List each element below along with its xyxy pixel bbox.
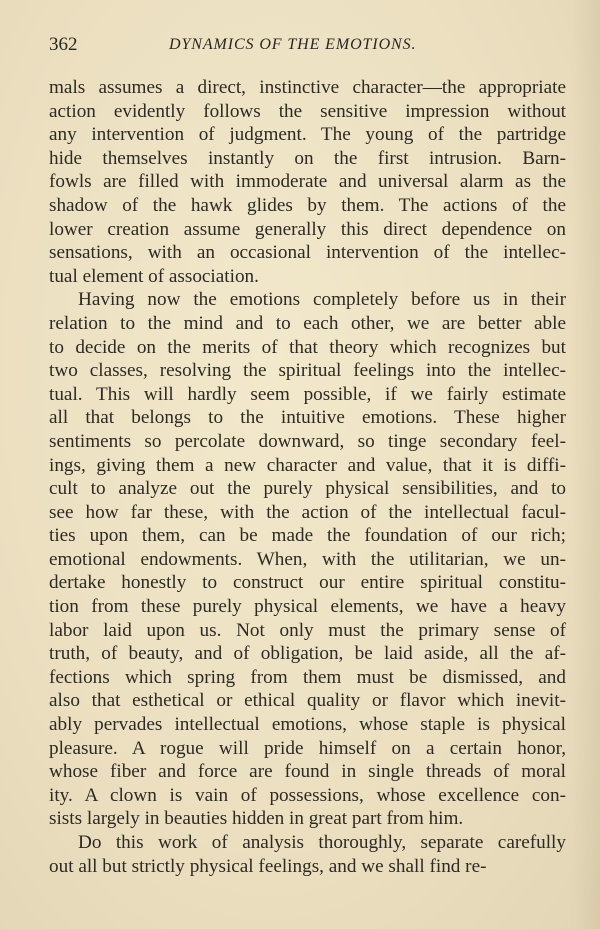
body-text (49, 76, 566, 878)
text-line: out all but strictly physical feelings, and we shall find re- (49, 855, 487, 877)
text-line: tual element of association. (49, 265, 259, 287)
text-line: all that belongs to the intuitive emotions. These higher (49, 407, 566, 429)
text-line: lower creation assume generally this direct dependence on (49, 218, 566, 240)
text-line: to decide on the merits of that theory which recognizes but (49, 336, 566, 358)
paragraph (49, 76, 566, 288)
text-line: tion from these purely physical elements, we have a heavy (49, 596, 566, 618)
page-number: 362 (49, 34, 78, 55)
paragraph (49, 288, 566, 831)
text-line: action evidently follows the sensitive impression without (49, 100, 566, 122)
paragraph (49, 831, 566, 878)
text-line: see how far these, with the action of the intellectual facul- (49, 501, 566, 523)
text-line: sentiments so percolate downward, so tinge secondary feel- (49, 430, 566, 452)
text-line: ings, giving them a new character and value, that it is diffi- (49, 454, 566, 476)
text-line: Having now the emotions completely before us in their (78, 289, 566, 311)
running-title: DYNAMICS OF THE EMOTIONS. (169, 36, 417, 53)
text-line: shadow of the hawk glides by them. The actions of the (49, 194, 566, 216)
text-line: ably pervades intellectual emotions, whose staple is physical (49, 714, 566, 736)
text-line: sists largely in beauties hidden in great part from him. (49, 808, 464, 830)
text-line: whose fiber and force are found in single threads of moral (49, 761, 566, 783)
text-line: also that esthetical or ethical quality or flavor which inevit- (49, 690, 566, 712)
text-line: ties upon them, can be made the foundation of our rich; (49, 525, 566, 547)
text-line: cult to analyze out the purely physical sensibilities, and to (49, 478, 566, 500)
text-line: fowls are filled with immoderate and universal alarm as the (49, 171, 566, 193)
text-line: relation to the mind and to each other, we are better able (49, 312, 566, 334)
text-line: pleasure. A rogue will pride himself on a certain honor, (49, 737, 566, 759)
text-line: sensations, with an occasional intervention of the intellec- (49, 242, 566, 264)
text-line: Do this work of analysis thoroughly, separate carefully (78, 832, 566, 853)
text-line: mals assumes a direct, instinctive character—the appropriate (49, 77, 566, 98)
text-line: ity. A clown is vain of possessions, whose excellence con- (49, 784, 566, 806)
text-line: emotional endowments. When, with the utilitarian, we un- (49, 548, 566, 570)
text-line: two classes, resolving the spiritual feelings into the intellec- (49, 360, 566, 382)
text-line: any intervention of judgment. The young of the partridge (49, 124, 566, 146)
text-line: tual. This will hardly seem possible, if we fairly estimate (49, 383, 566, 405)
text-line: hide themselves instantly on the first intrusion. Barn- (49, 147, 566, 169)
text-line: truth, of beauty, and of obligation, be laid aside, all the af- (49, 643, 566, 665)
text-line: dertake honestly to construct our entire spiritual constitu- (49, 572, 566, 594)
text-line: fections which spring from them must be dismissed, and (49, 666, 566, 688)
page-edge-shadow (570, 0, 600, 929)
text-line: labor laid upon us. Not only must the primary sense of (49, 619, 566, 641)
running-head (49, 34, 569, 58)
